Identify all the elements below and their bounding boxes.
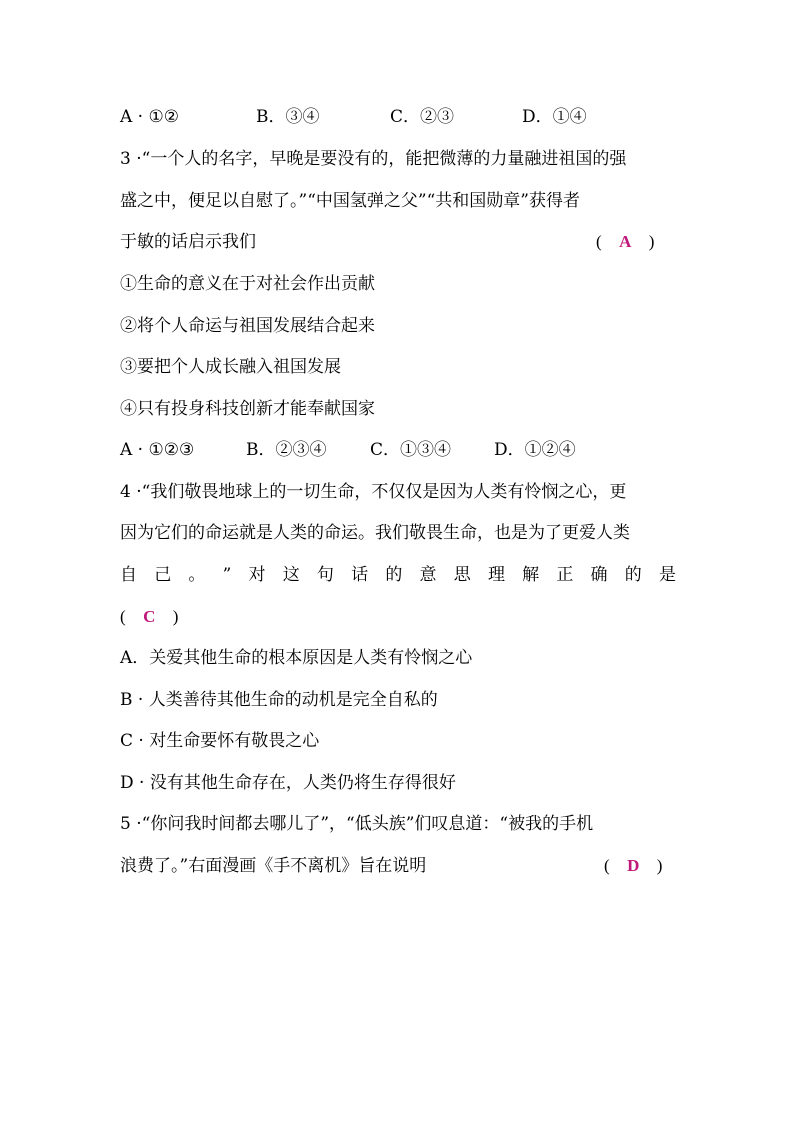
q3-item-3: ③要把个人成长融入祖国发展 bbox=[120, 357, 341, 377]
q4-char: 意 bbox=[419, 565, 437, 585]
q3-option-c: C．①③④ bbox=[370, 440, 452, 460]
q3-stem-line2: 盛之中，便足以自慰了。”“中国氢弹之父”“共和国勋章”获得者 bbox=[120, 191, 580, 211]
q2-option-a: A · ①② bbox=[120, 107, 179, 127]
q3-stem-text: 于敏的话启示我们 bbox=[120, 232, 256, 252]
q4-option-a: A．关爱其他生命的根本原因是人类有怜悯之心 bbox=[120, 648, 473, 668]
q4-char: 正 bbox=[556, 565, 574, 585]
open-paren: ( bbox=[604, 856, 610, 875]
q3-option-d: D．①②④ bbox=[494, 440, 576, 460]
q3-stem-line1: 3 ·“一个人的名字，早晚是要没有的，能把微薄的力量融进祖国的强 bbox=[120, 149, 627, 169]
q3-item-4: ④只有投身科技创新才能奉献国家 bbox=[120, 399, 375, 419]
q5-stem-line1: 5 ·“你问我时间都去哪儿了”，“低头族”们叹息道：“被我的手机 bbox=[120, 814, 594, 834]
q2-option-b: B．③④ bbox=[256, 107, 320, 127]
q3-answer: A bbox=[619, 232, 632, 251]
q5-stem-text: 浪费了。”右面漫画《手不离机》旨在说明 bbox=[120, 856, 427, 876]
q5-answer: D bbox=[627, 856, 640, 875]
q4-stem-line3 bbox=[120, 563, 676, 587]
q4-stem-line2: 因为它们的命运就是人类的命运。我们敬畏生命，也是为了更爱人类 bbox=[120, 523, 630, 543]
open-paren: ( bbox=[596, 232, 602, 251]
q4-option-d: D · 没有其他生命存在，人类仍将生存得很好 bbox=[120, 773, 456, 793]
q2-option-d: D．①④ bbox=[522, 107, 587, 127]
q3-item-1: ①生命的意义在于对社会作出贡献 bbox=[120, 274, 375, 294]
q4-option-b: B · 人类善待其他生命的动机是完全自私的 bbox=[120, 690, 438, 710]
q4-option-c: C · 对生命要怀有敬畏之心 bbox=[120, 731, 320, 751]
q3-stem-line3 bbox=[120, 230, 676, 254]
q4-char: 句 bbox=[316, 565, 334, 585]
q5-answer-bracket bbox=[604, 854, 662, 878]
close-paren: ) bbox=[172, 607, 179, 626]
q2-option-c: C．②③ bbox=[390, 107, 455, 127]
q3-answer-bracket bbox=[596, 230, 654, 254]
q4-char: ” bbox=[222, 565, 232, 585]
q3-option-a: A · ①②③ bbox=[120, 440, 195, 460]
q4-char: 话 bbox=[351, 565, 369, 585]
q4-stem-line1: 4 ·“我们敬畏地球上的一切生命，不仅仅是因为人类有怜悯之心，更 bbox=[120, 482, 627, 502]
close-paren: ) bbox=[648, 232, 655, 251]
close-paren: ) bbox=[656, 856, 663, 875]
q4-char: 的 bbox=[624, 565, 642, 585]
q4-char: 思 bbox=[453, 565, 471, 585]
q4-char: 解 bbox=[522, 565, 540, 585]
q4-char: 确 bbox=[590, 565, 608, 585]
q4-char: 己 bbox=[154, 565, 172, 585]
q4-char: 这 bbox=[282, 565, 300, 585]
q3-item-2: ②将个人命运与祖国发展结合起来 bbox=[120, 316, 375, 336]
q4-char: 对 bbox=[248, 565, 266, 585]
q4-char: 。 bbox=[188, 565, 206, 585]
q4-char: 的 bbox=[385, 565, 403, 585]
q4-char: 是 bbox=[658, 565, 676, 585]
q3-option-b: B．②③④ bbox=[246, 440, 327, 460]
q4-answer: C bbox=[143, 607, 156, 626]
q4-answer-bracket bbox=[120, 605, 676, 629]
q4-char: 自 bbox=[120, 565, 137, 585]
q5-stem-line2 bbox=[120, 854, 676, 878]
open-paren: ( bbox=[120, 607, 126, 626]
q4-char: 理 bbox=[487, 565, 505, 585]
